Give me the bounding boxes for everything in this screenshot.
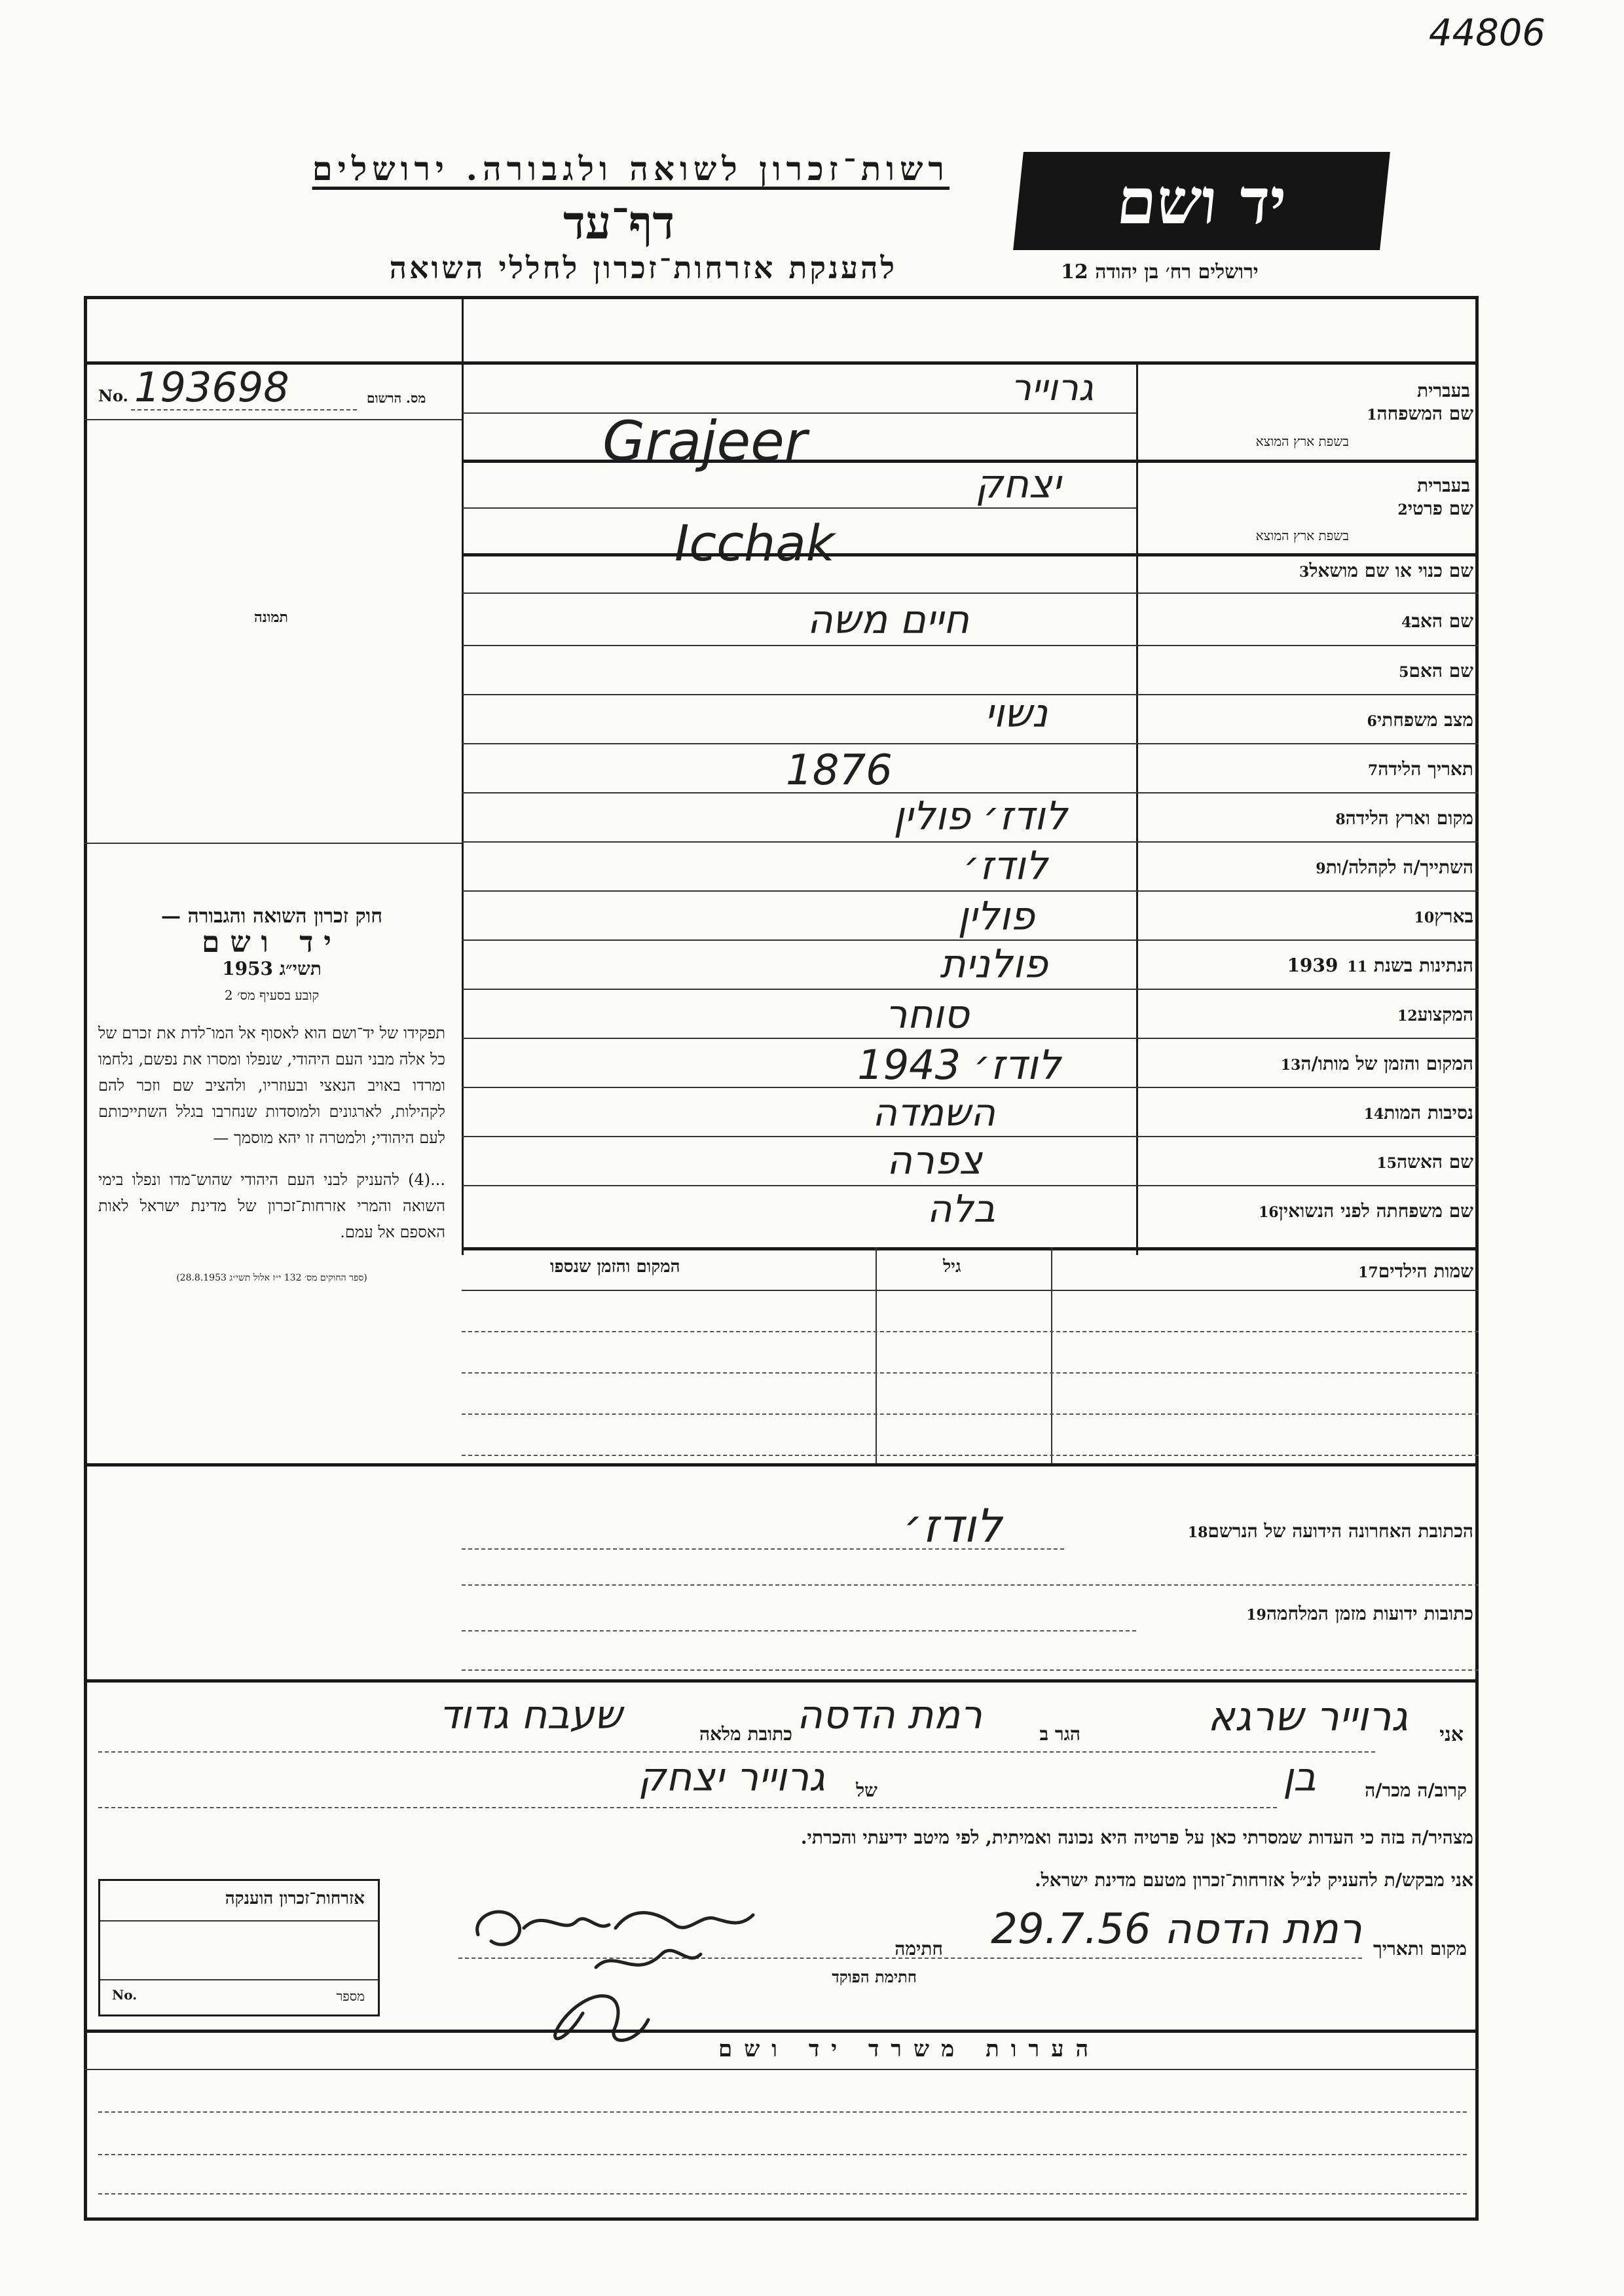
decl-official-label: חתימת הפוקד bbox=[832, 1967, 917, 1986]
declaration-top-line bbox=[84, 1679, 1479, 1683]
row-14-line bbox=[462, 1136, 1479, 1137]
decl-i-value: גרוייר שרגא bbox=[1208, 1692, 1408, 1740]
row-2a-line bbox=[462, 507, 1136, 509]
remarks-title-line bbox=[84, 2069, 1479, 2070]
field-16-label: שם משפחתה לפני הנשואין16 bbox=[1258, 1200, 1473, 1222]
law-clause: קובע בסעיף מס׳ 2 bbox=[224, 987, 320, 1003]
law-paragraph-1: תפקידו של יד־ושם הוא לאסוף אל המו־לדת את זכרם של כל אלה מבני העם היהודי, שנפלו ומסרו את נפשם, נלחמו ומרדו באויב הנאצי ובעוזריו, ולהציב שם וזכר להם לקהילות, לארגונים ולמוסדות שנחרבו בגלל השתייכותם לעם היהודי; ולמטרה זו יהא מוסמך — bbox=[98, 1024, 445, 1147]
field-12-value: סוחר bbox=[885, 992, 969, 1038]
field-11-value: פולנית bbox=[940, 941, 1048, 987]
authority-name: רשות־זכרון לשואה ולגבורה. ירושלים bbox=[312, 149, 950, 188]
field-2-sub-origin: בשפת ארץ המוצא bbox=[1255, 528, 1349, 543]
field-15-label: שם האשה15 bbox=[1376, 1151, 1473, 1173]
field-13-value: לודז׳ 1943 bbox=[857, 1041, 1061, 1089]
row-10-line bbox=[462, 939, 1479, 941]
decl-place-date-label: מקום ותאריך bbox=[1373, 1938, 1467, 1959]
row-1-line bbox=[462, 460, 1479, 463]
row-1a-line bbox=[462, 412, 1136, 414]
field-1-value-latin: Grajeer bbox=[602, 409, 807, 473]
field-18-underline bbox=[462, 1548, 1064, 1550]
registration-number: 193698 bbox=[134, 363, 289, 411]
field-5-label: שם האם5 bbox=[1399, 660, 1473, 682]
decl-of-value: גרוייר יצחק bbox=[638, 1755, 825, 1800]
field-4-label: שם האב4 bbox=[1401, 610, 1473, 632]
row-6-line bbox=[462, 743, 1479, 744]
reg-number-underline bbox=[131, 409, 357, 410]
row-9-line bbox=[462, 890, 1479, 892]
field-12-label: המקצוע12 bbox=[1397, 1004, 1473, 1025]
law-paragraph-2: ...(4) להעניק לבני העם היהודי שהוש־מדו ונפלו בימי השואה והמרי אזרחות־זכרון של מדינת ישראל לאות האספם אל עמם. bbox=[98, 1171, 445, 1241]
field-7-value: 1876 bbox=[786, 746, 893, 795]
field-7-label: תאריך הלידה7 bbox=[1367, 758, 1473, 780]
field-11-label: הנתינות בשנת 193911 bbox=[1287, 955, 1473, 976]
children-row-4-line bbox=[462, 1455, 1479, 1456]
children-col-divider-1 bbox=[876, 1247, 877, 1463]
decl-statement: מצהיר/ה בזה כי העדות שמסרתי כאן על פרטיה היא נכונה ואמיתית, לפי מיטב ידיעתי והכרתי. bbox=[800, 1827, 1473, 1848]
field-4-value: חיים משה bbox=[807, 597, 969, 643]
remarks-top-line bbox=[84, 2030, 1479, 2033]
field-1-value-hebrew: גרוייר bbox=[1010, 367, 1094, 409]
field-13-label: המקום והזמן של מותו/ה13 bbox=[1280, 1053, 1473, 1074]
children-row-1-line bbox=[462, 1331, 1479, 1332]
field-18-value: לודז׳ bbox=[903, 1499, 1002, 1553]
signature-drawing bbox=[465, 1889, 819, 2059]
decl-of-label: של bbox=[856, 1779, 877, 1801]
field-9-label: השתייך/ה לקהלה/ות9 bbox=[1316, 856, 1473, 878]
yad-vashem-logo: יד ושם bbox=[1013, 152, 1390, 250]
decl-resides-label: הגר ב bbox=[1039, 1723, 1080, 1745]
field-1-sub-origin: בשפת ארץ המוצא bbox=[1255, 433, 1349, 449]
decl-line-2 bbox=[98, 1807, 1277, 1808]
stamp-title: אזרחות־זכרון הוענקה bbox=[225, 1889, 365, 1908]
row-8-line bbox=[462, 841, 1479, 843]
form-subtitle: להענקת אזרחות־זכרון לחללי השואה bbox=[389, 250, 897, 285]
remarks-line-3 bbox=[98, 2193, 1467, 2195]
row-3-line bbox=[462, 592, 1479, 594]
children-row-2-line bbox=[462, 1372, 1479, 1374]
top-strip-line bbox=[84, 361, 1479, 365]
decl-relative-label: קרוב/ה מכר/ה bbox=[1365, 1779, 1467, 1801]
law-citation: (ספר החוקים מס׳ 132 י״ז אלול תשי״ג 28.8.1953) bbox=[176, 1273, 367, 1283]
field-19-underline bbox=[462, 1630, 1136, 1631]
field-6-value: נשוי bbox=[984, 691, 1048, 737]
field-1-sub-hebrew: בעברית bbox=[1416, 380, 1470, 401]
row-12-line bbox=[462, 1038, 1479, 1039]
field-6-label: מצב משפחתי6 bbox=[1367, 709, 1473, 731]
row-4-line bbox=[462, 645, 1479, 646]
reg-no-label: No. bbox=[98, 386, 128, 405]
field-2-value-latin: Icchak bbox=[674, 514, 835, 572]
decl-address-value: שעבח גדוד bbox=[439, 1692, 622, 1738]
stamp-number-label: מספר bbox=[336, 1988, 365, 2004]
law-heading: חוק זכרון השואה והגבורה — bbox=[161, 905, 382, 928]
field-8-value: לודז׳ פולין bbox=[893, 793, 1067, 839]
decl-i-label: אני bbox=[1439, 1723, 1464, 1746]
children-header-names: שמות הילדים17 bbox=[1358, 1260, 1473, 1282]
row-13-line bbox=[462, 1087, 1479, 1088]
decl-address-label: כתובת מלאה bbox=[699, 1723, 792, 1745]
field-8-label: מקום וארץ הלידה8 bbox=[1335, 807, 1473, 829]
children-header-place-time: המקום והזמן שנספו bbox=[550, 1257, 680, 1277]
law-name: יד ושם bbox=[202, 926, 342, 959]
decl-line-1 bbox=[98, 1751, 1375, 1753]
field-2-value-hebrew: יצחק bbox=[975, 462, 1061, 507]
field-3-label: שם כנוי או שם מושאל3 bbox=[1299, 560, 1473, 581]
field-1-label: שם המשפחה1 bbox=[1367, 403, 1473, 424]
field-2-label: שם פרטי2 bbox=[1397, 498, 1473, 519]
photo-bottom-line bbox=[84, 843, 462, 844]
field-18-line-2 bbox=[462, 1584, 1479, 1586]
field-14-label: נסיבות המות14 bbox=[1363, 1102, 1473, 1123]
reg-label: מס. הרשום bbox=[367, 390, 426, 406]
row-11-line bbox=[462, 989, 1479, 990]
law-year: תשי״ג 1953 bbox=[222, 958, 322, 979]
decl-relative-value: בן bbox=[1282, 1755, 1316, 1800]
stamp-title-line bbox=[100, 1920, 378, 1922]
children-col-divider-2 bbox=[1051, 1247, 1052, 1463]
field-19-label: כתובות ידועות מזמן המלחמה19 bbox=[1246, 1603, 1473, 1624]
citizenship-stamp-box bbox=[98, 1879, 380, 2016]
stamp-no-label: No. bbox=[112, 1987, 138, 2003]
form-title: דף־עד bbox=[563, 195, 674, 249]
field-15-value: צפרה bbox=[886, 1138, 982, 1184]
remarks-title: הערות משרד יד ושם bbox=[718, 2036, 1100, 2062]
archive-number: 44806 bbox=[1428, 12, 1545, 54]
children-header-age: גיל bbox=[943, 1257, 961, 1277]
remarks-line-2 bbox=[98, 2154, 1467, 2155]
field-10-label: בארץ10 bbox=[1414, 905, 1473, 927]
field-16-value: בלה bbox=[927, 1186, 995, 1231]
decl-signature-label: חתימה bbox=[895, 1938, 943, 1959]
row-16-line bbox=[462, 1247, 1479, 1250]
law-text-block bbox=[98, 903, 445, 1291]
left-column-divider bbox=[462, 296, 464, 1255]
stamp-number-line bbox=[100, 1979, 378, 1980]
decl-resides-value: רמת הדסה bbox=[796, 1692, 982, 1738]
label-column-divider bbox=[1136, 361, 1138, 1255]
field-9-value: לודז׳ bbox=[963, 843, 1048, 889]
children-row-3-line bbox=[462, 1413, 1479, 1415]
registration-divider bbox=[84, 419, 462, 420]
field-10-value: פולין bbox=[957, 894, 1035, 939]
field-19-line-2 bbox=[462, 1669, 1479, 1671]
children-header-line bbox=[462, 1290, 1479, 1291]
remarks-line-1 bbox=[98, 2111, 1467, 2113]
children-table-bottom-line bbox=[84, 1463, 1479, 1467]
field-18-label: הכתובת האחרונה הידועה של הנרשם18 bbox=[1187, 1520, 1473, 1542]
decl-request: אני מבקש/ת להעניק לנ״ל אזרחות־זכרון מטעם מדינת ישראל. bbox=[1034, 1869, 1473, 1891]
row-5-line bbox=[462, 694, 1479, 695]
field-14-value: השמדה bbox=[872, 1090, 995, 1135]
photo-label: תמונה bbox=[254, 609, 288, 626]
institution-address: ירושלים רח׳ בן יהודה 12 bbox=[1061, 261, 1259, 283]
row-2-line bbox=[462, 553, 1479, 556]
decl-place-date-value: רמת הדסה 29.7.56 bbox=[991, 1905, 1362, 1954]
field-2-sub-hebrew: בעברית bbox=[1416, 475, 1470, 496]
